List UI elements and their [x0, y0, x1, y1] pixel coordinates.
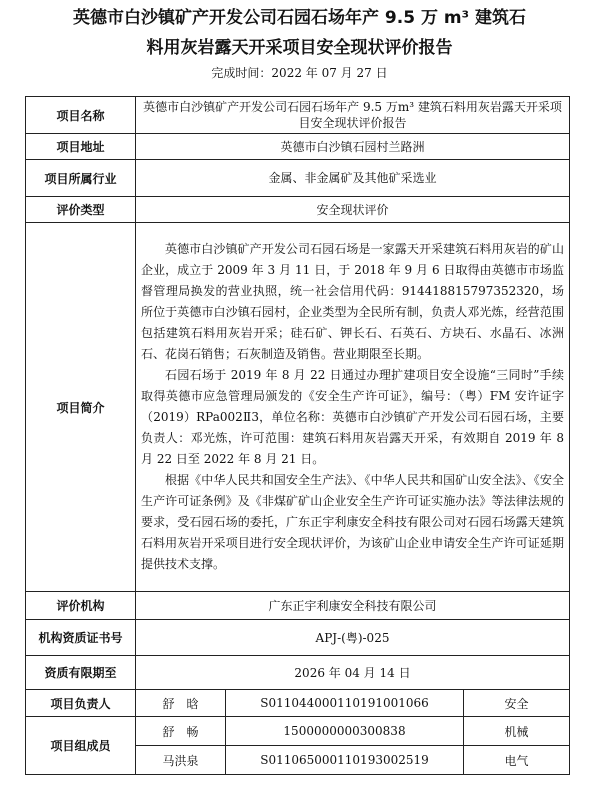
leader-cert: S011044000110191001066: [226, 690, 464, 717]
row-intro: [26, 223, 570, 592]
report-title-line2: 料用灰岩露天开采项目安全现状评价报告: [146, 38, 453, 58]
intro-body: [136, 223, 570, 592]
leader-field: 安全: [464, 690, 570, 717]
row-team-member: [26, 717, 570, 746]
leader-name: 舒 晗: [136, 690, 226, 717]
cert-expiry-label: 资质有限期至: [26, 656, 136, 690]
cert-no-label: 机构资质证书号: [26, 620, 136, 656]
row-project-name: [26, 97, 570, 134]
eval-type-label: 评价类型: [26, 197, 136, 223]
cert-no-value: APJ-(粤)-025: [136, 620, 570, 656]
project-address-value: 英德市白沙镇石园村兰路洲: [136, 134, 570, 160]
eval-org-value: 广东正宇利康安全科技有限公司: [136, 592, 570, 620]
intro-paragraph: 根据《中华人民共和国安全生产法》、《中华人民共和国矿山安全法》、《安全生产许可证条例》及《非煤矿矿山企业安全生产许可证实施办法》等法律法规的要求，受石园石场的委托，广东正宇利康安全科技有限公司对石园石场露天建筑石料用灰岩开采项目进行安全现状评价，为该矿山企业申请安全生产许可证延期提供技术支撑。: [141, 473, 564, 571]
member-cert: S011065000110193002519: [226, 746, 464, 775]
report-info-table: [25, 96, 570, 775]
row-industry: [26, 160, 570, 197]
row-project-leader: [26, 690, 570, 717]
row-cert-no: [26, 620, 570, 656]
eval-type-value: 安全现状评价: [136, 197, 570, 223]
row-eval-org: [26, 592, 570, 620]
eval-org-label: 评价机构: [26, 592, 136, 620]
intro-paragraph: 石园石场于 2019 年 8 月 22 日通过办理扩建项目安全设施“三同时”手续取得英德市应急管理局颁发的《安全生产许可证》，编号：（粤）FM 安许证字（2019）RPa002Ⅱ3，单位名称：英德市白沙镇矿产开发公司石园石场，主要负责人：邓光炼，许可范围：建筑石料用灰岩露天开采，有效期自 2019 年 8 月 22 日至 2022 年 8 月 21 日。: [141, 368, 564, 466]
industry-label: 项目所属行业: [26, 160, 136, 197]
project-leader-label: 项目负责人: [26, 690, 136, 717]
project-address-label: 项目地址: [26, 134, 136, 160]
completion-date: 完成时间：2022 年 07 月 27 日: [211, 66, 388, 80]
project-name-label: 项目名称: [26, 97, 136, 134]
intro-paragraph: 英德市白沙镇矿产开发公司石园石场是一家露天开采建筑石料用灰岩的矿山企业，成立于 2009 年 3 月 11 日，于 2018 年 9 月 6 日取得由英德市市场监督管理局换发的营业执照，统一社会信用代码：914418815797352320，场所位于英德市白沙镇石园村，企业类型为全民所有制，负责人邓光炼，经营范围包括建筑石料用灰岩开采；硅石矿、钾长石、石英石、方块石、水晶石、冰洲石、花岗石销售；石灰制造及销售。营业期限至长期。: [141, 242, 564, 361]
intro-label: 项目简介: [26, 223, 136, 592]
row-eval-type: [26, 197, 570, 223]
member-field: 电气: [464, 746, 570, 775]
cert-expiry-value: 2026 年 04 月 14 日: [136, 656, 570, 690]
row-project-address: [26, 134, 570, 160]
report-title-line1: 英德市白沙镇矿产开发公司石园石场年产 9.5 万 m³ 建筑石: [73, 8, 526, 28]
member-field: 机械: [464, 717, 570, 746]
project-name-value: 英德市白沙镇矿产开发公司石园石场年产 9.5 万m³ 建筑石料用灰岩露天开采项目安全现状评价报告: [136, 97, 570, 134]
team-label: 项目组成员: [26, 717, 136, 775]
member-name: 马洪泉: [136, 746, 226, 775]
member-cert: 1500000000300838: [226, 717, 464, 746]
member-name: 舒 畅: [136, 717, 226, 746]
industry-value: 金属、非金属矿及其他矿采选业: [136, 160, 570, 197]
row-cert-expiry: [26, 656, 570, 690]
